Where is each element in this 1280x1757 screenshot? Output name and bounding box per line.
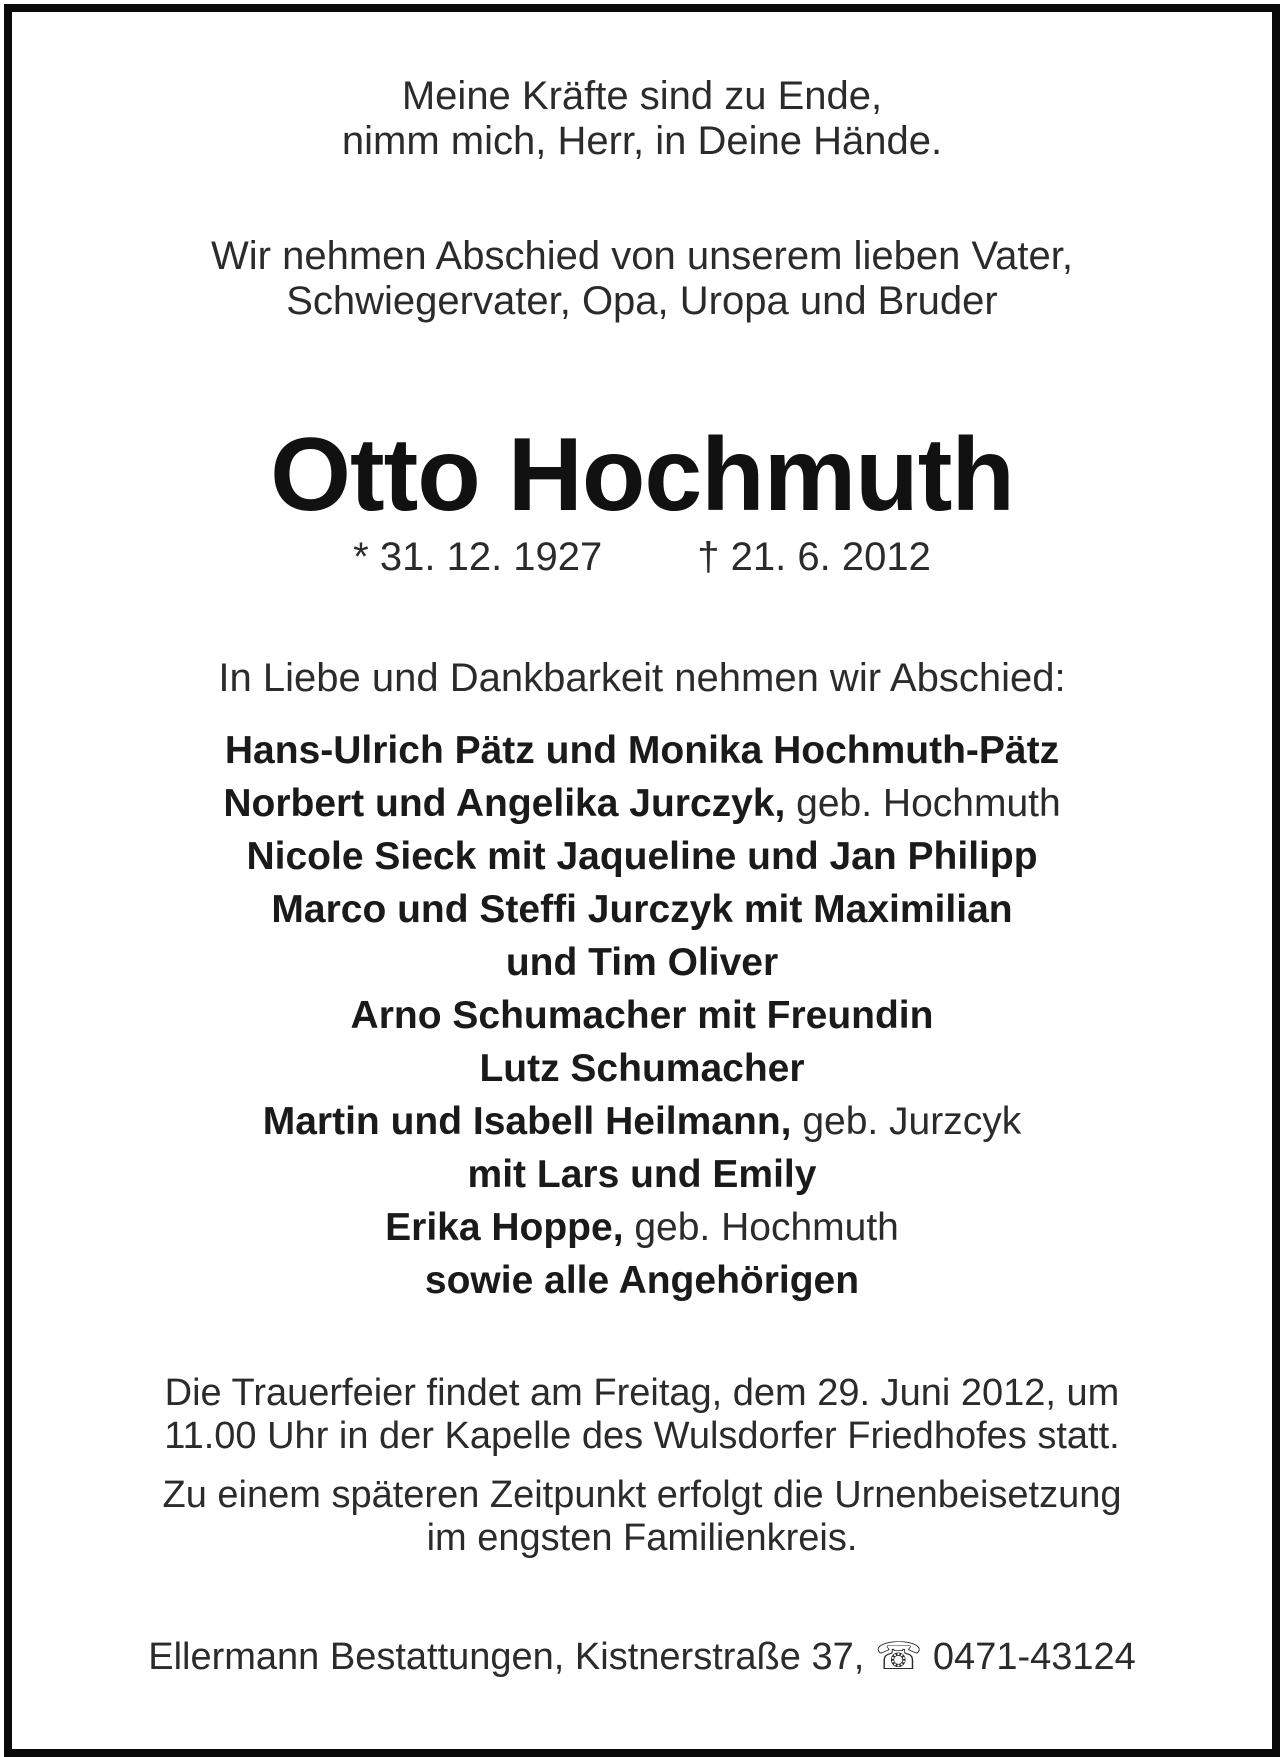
- burial-line-2: im engsten Familienkreis.: [426, 1517, 858, 1559]
- mourner-line: Lutz Schumacher: [479, 1047, 805, 1090]
- undertaker-phone: 0471-43124: [932, 1636, 1136, 1678]
- mourner-line: Nicole Sieck mit Jaqueline und Jan Philipp: [246, 835, 1038, 878]
- intro-line-1: Wir nehmen Abschied von unserem lieben Vater,: [211, 234, 1073, 278]
- mourner-line: Martin und Isabell Heilmann, geb. Jurzcyk: [262, 1100, 1022, 1143]
- ceremony-notice: [12, 1372, 1272, 1458]
- mourner-line: mit Lars und Emily: [467, 1153, 817, 1196]
- burial-notice: [12, 1474, 1272, 1560]
- mourners-list: [12, 724, 1272, 1307]
- verse: [12, 74, 1272, 164]
- verse-line-1: Meine Kräfte sind zu Ende,: [401, 74, 883, 118]
- mourner-line: Norbert und Angelika Jurczyk, geb. Hochmuth: [223, 782, 1061, 825]
- birth-date: * 31. 12. 1927: [353, 535, 603, 579]
- mourner-line: Erika Hoppe, geb. Hochmuth: [385, 1206, 899, 1249]
- mourner-line: sowie alle Angehörigen: [424, 1259, 860, 1302]
- intro-line-2: Schwiegervater, Opa, Uropa und Bruder: [286, 279, 998, 323]
- mourner-line: Marco und Steffi Jurczyk mit Maximilian: [271, 888, 1013, 931]
- mourner-line: Arno Schumacher mit Freundin: [350, 994, 934, 1037]
- death-date: † 21. 6. 2012: [697, 535, 931, 579]
- ceremony-line-1: Die Trauerfeier findet am Freitag, dem 29. Juni 2012, um: [164, 1372, 1120, 1414]
- mourners-intro: In Liebe und Dankbarkeit nehmen wir Abschied:: [218, 656, 1066, 700]
- life-dates: [12, 534, 1272, 580]
- phone-icon: ☏: [874, 1636, 923, 1678]
- deceased-name: Otto Hochmuth: [270, 417, 1014, 533]
- verse-line-2: nimm mich, Herr, in Deine Hände.: [341, 119, 943, 163]
- undertaker-address: Ellermann Bestattungen, Kistnerstraße 37,: [148, 1636, 865, 1678]
- obituary-frame: [4, 4, 1280, 1757]
- ceremony-line-2: 11.00 Uhr in der Kapelle des Wulsdorfer Friedhofes statt.: [164, 1415, 1120, 1457]
- burial-line-1: Zu einem späteren Zeitpunkt erfolgt die Urnenbeisetzung: [162, 1474, 1122, 1516]
- mourner-line: und Tim Oliver: [505, 941, 779, 984]
- mourner-line: Hans-Ulrich Pätz und Monika Hochmuth-Pätz: [224, 729, 1060, 772]
- undertaker-info: [12, 1636, 1272, 1679]
- intro-text: [12, 234, 1272, 324]
